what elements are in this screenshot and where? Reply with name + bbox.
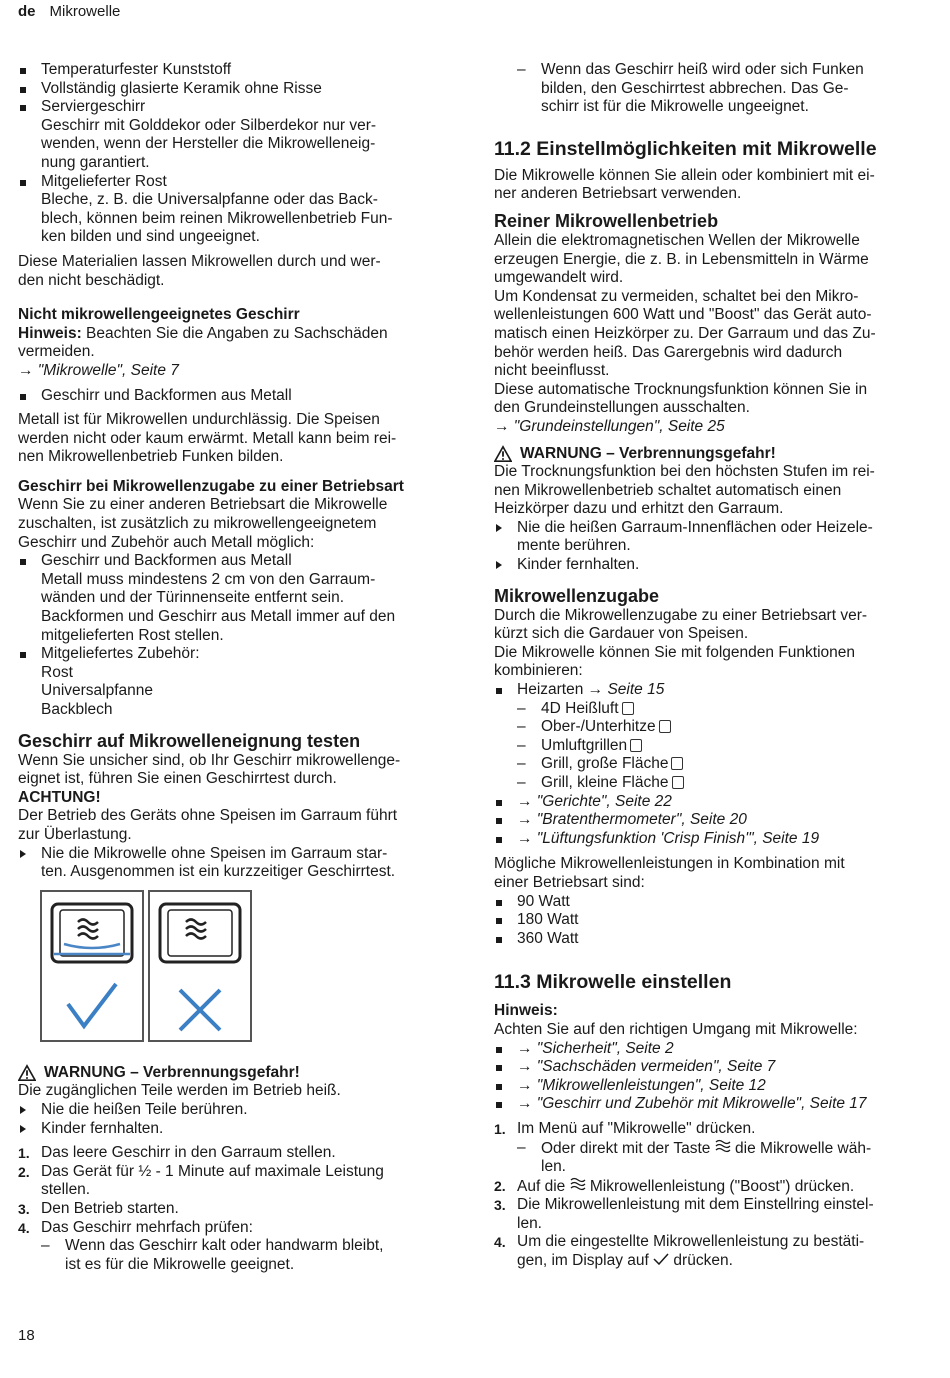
sub-step: – Wenn das Geschirr kalt oder handwarm bleibt, ist es für die Mikrowelle geeignet. [18,1237,450,1274]
page-reference-link[interactable]: → "Gerichte", Seite 22 [494,793,926,812]
4d-hot-air-icon [622,702,634,715]
list-item: Mitgelieferter Rost Bleche, z. B. die Universalpfanne oder das Back- blech, können beim reinen Mikrowellenbetrieb Fun- ken bilden und sind ungeeignet. [18,173,450,247]
page-reference-link[interactable]: → "Geschirr und Zubehör mit Mikrowelle", Seite 17 [494,1095,926,1114]
action-item: Kinder fernhalten. [18,1120,450,1139]
caution-label: ACHTUNG! [18,788,101,806]
left-column [18,61,450,1274]
step: 1. Im Menü auf "Mikrowelle" drücken. [494,1119,756,1137]
page-reference-link[interactable]: → "Bratenthermometer", Seite 20 [494,811,926,830]
microwave-key-icon [715,1139,731,1153]
microwave-unsuitable-illustration [150,892,250,1040]
step: 1. Das leere Geschirr in den Garraum stellen. [18,1144,336,1162]
section-heading: Nicht mikrowellengeeignetes Geschirr [18,306,300,324]
paragraph: Allein die elektromagnetischen Wellen der Mikrowelle erzeugen Energie, die z. B. in Lebensmitteln in Wärme umgewandelt wird. Um Kondensat zu vermeiden, schaltet bei den Mikro- wellenleistungen 600 Watt und "Boost" das Gerät auto- matisch einen Heizkörper zu. Der Garraum und das Zu- behör werden heiß. Das Garergebnis wird dadurch nicht beeinflusst. Diese automatische Trocknungsfunktion können Sie in den Grundeinstellungen ausschalten. [494,231,876,417]
list-item: Serviergeschirr Geschirr mit Golddekor oder Silberdekor nur ver- wenden, wenn der Hersteller die Mikrowelleneig- nung garantiert. [18,98,450,172]
paragraph: Wenn Sie unsicher sind, ob Ihr Geschirr mikrowellenge- eignet ist, führen Sie einen Geschirrtest durch. [18,751,401,788]
list-item: Vollständig glasierte Keramik ohne Risse [18,80,450,99]
warning-heading: WARNUNG – Verbrennungsgefahr! [494,445,926,464]
paragraph: Die Mikrowelle können Sie allein oder kombiniert mit ei- ner anderen Betriebsart verwenden. [494,166,875,203]
page-number: 18 [18,1327,35,1344]
section-heading: Geschirr bei Mikrowellenzugabe zu einer Betriebsart [18,477,404,495]
heat-mode-item: – Umluftgrillen [494,737,926,756]
microwave-power-icon [570,1177,586,1191]
step: 4. Um die eingestellte Mikrowellenleistung zu bestäti- gen, im Display auf drücken. [494,1233,865,1270]
page-reference-link[interactable]: → "Sicherheit", Seite 2 [494,1040,926,1059]
heat-mode-item: – Ober-/Unterhitze [494,718,926,737]
paragraph: Wenn Sie zu einer anderen Betriebsart die Mikrowelle zuschalten, ist zusätzlich zu mikrowellengeeignetem Geschirr und Zubehör auch Metall möglich: [18,496,388,551]
warning-triangle-icon [18,1064,36,1082]
paragraph: Achten Sie auf den richtigen Umgang mit Mikrowelle: [494,1020,858,1038]
section-heading: Mikrowellenzugabe [494,585,660,606]
list-item: Mitgeliefertes Zubehör: Rost Universalpfanne Backblech [18,645,450,719]
heat-mode-item: – Grill, kleine Fläche [494,774,926,793]
list-item: 90 Watt [494,893,926,912]
page-reference-link[interactable]: → "Lüftungsfunktion 'Crisp Finish'", Seite 19 [494,830,926,849]
checkmark-icon [653,1253,669,1265]
list-item: 360 Watt [494,930,926,949]
step: 3. Die Mikrowellenleistung mit dem Einstellring einstel- len. [494,1196,874,1232]
circulated-grill-icon [630,739,642,752]
paragraph: Diese Materialien lassen Mikrowellen durch und wer- den nicht beschädigt. [18,252,381,289]
step: 2. Das Gerät für ½ - 1 Minute auf maximale Leistung stellen. [18,1162,384,1199]
list-item: 180 Watt [494,911,926,930]
heat-mode-item: – 4D Heißluft [494,700,926,719]
action-item: Kinder fernhalten. [494,556,926,575]
page-reference-link[interactable]: → "Grundeinstellungen", Seite 25 [494,417,725,435]
page-header [18,3,120,22]
paragraph: Mögliche Mikrowellenleistungen in Kombination mit einer Betriebsart sind: [494,855,845,891]
section-heading: Geschirr auf Mikrowelleneignung testen [18,730,361,751]
step: 4. Das Geschirr mehrfach prüfen: [18,1218,253,1236]
action-item: Nie die heißen Garraum-Innenflächen oder Heizele- mente berühren. [494,519,926,556]
grill-small-icon [672,776,684,789]
dish-test-figures [40,890,450,1042]
section-title-11-3: 11.3 Mikrowelle einstellen [494,971,732,994]
list-item: Temperaturfester Kunststoff [18,61,450,80]
list-item: Heizarten → Seite 15 [494,681,926,700]
page-reference-link[interactable]: → "Mikrowelle", Seite 7 [18,361,179,379]
heat-mode-item: – Grill, große Fläche [494,755,926,774]
paragraph: Die Trocknungsfunktion bei den höchsten Stufen im rei- nen Mikrowellenbetrieb schaltet automatisch einen Heizkörper dazu und erhitzt den Garraum. [494,463,875,518]
paragraph: Metall ist für Mikrowellen undurchlässig. Die Speisen werden nicht oder kaum erwärmt. Metall kann beim rei- nen Mikrowellenbetrieb Funken bilden. [18,411,397,466]
section-title-11-2: 11.2 Einstellmöglichkeiten mit Mikrowelle [494,137,877,160]
warning-triangle-icon [494,445,512,463]
page-reference-link[interactable]: → "Sachschäden vermeiden", Seite 7 [494,1058,926,1077]
hint-label: Hinweis: [494,1002,558,1020]
grill-large-icon [671,757,683,770]
header-title: Mikrowelle [49,3,121,20]
list-item: Geschirr und Backformen aus Metall Metall muss mindestens 2 cm von den Garraum- wänden und der Türinnenseite entfernt sein. Backformen und Geschirr aus Metall immer auf den mitgelieferten Rost stellen. [18,552,450,645]
page-reference-link[interactable]: → Seite 15 [587,681,665,699]
page-reference-link[interactable]: → "Mikrowellenleistungen", Seite 12 [494,1077,926,1096]
suitable-dish-figure [40,890,144,1042]
language-code: de [18,3,36,20]
sub-step: – Wenn das Geschirr heiß wird oder sich Funken bilden, den Geschirrtest abbrechen. Das Ge- schirr ist für die Mikrowelle ungeeignet. [494,61,926,117]
paragraph: Die zugänglichen Teile werden im Betrieb heiß. [18,1082,341,1100]
microwave-suitable-illustration [42,892,142,1040]
hint: Hinweis: Beachten Sie die Angaben zu Sachschäden vermeiden. [18,324,388,361]
unsuitable-dish-figure [148,890,252,1042]
warning-heading: WARNUNG – Verbrennungsgefahr! [18,1064,450,1083]
sub-step: – Oder direkt mit der Taste die Mikrowelle wäh- len. [494,1139,926,1177]
paragraph: Durch die Mikrowellenzugabe zu einer Betriebsart ver- kürzt sich die Gardauer von Speisen. Die Mikrowelle können Sie mit folgenden Funktionen kombinieren: [494,606,868,680]
right-column [494,61,926,1271]
action-item: Nie die heißen Teile berühren. [18,1101,450,1120]
action-item: Nie die Mikrowelle ohne Speisen im Garraum star- ten. Ausgenommen ist ein kurzzeitiger Geschirrtest. [18,845,450,882]
step: 3. Den Betrieb starten. [18,1199,179,1217]
paragraph: Der Betrieb des Geräts ohne Speisen im Garraum führt zur Überlastung. [18,807,398,843]
list-item: Geschirr und Backformen aus Metall [18,387,450,406]
top-bottom-heat-icon [659,720,671,733]
step: 2. Auf die Mikrowellenleistung ("Boost") drücken. [494,1177,855,1195]
section-heading: Reiner Mikrowellenbetrieb [494,210,719,231]
